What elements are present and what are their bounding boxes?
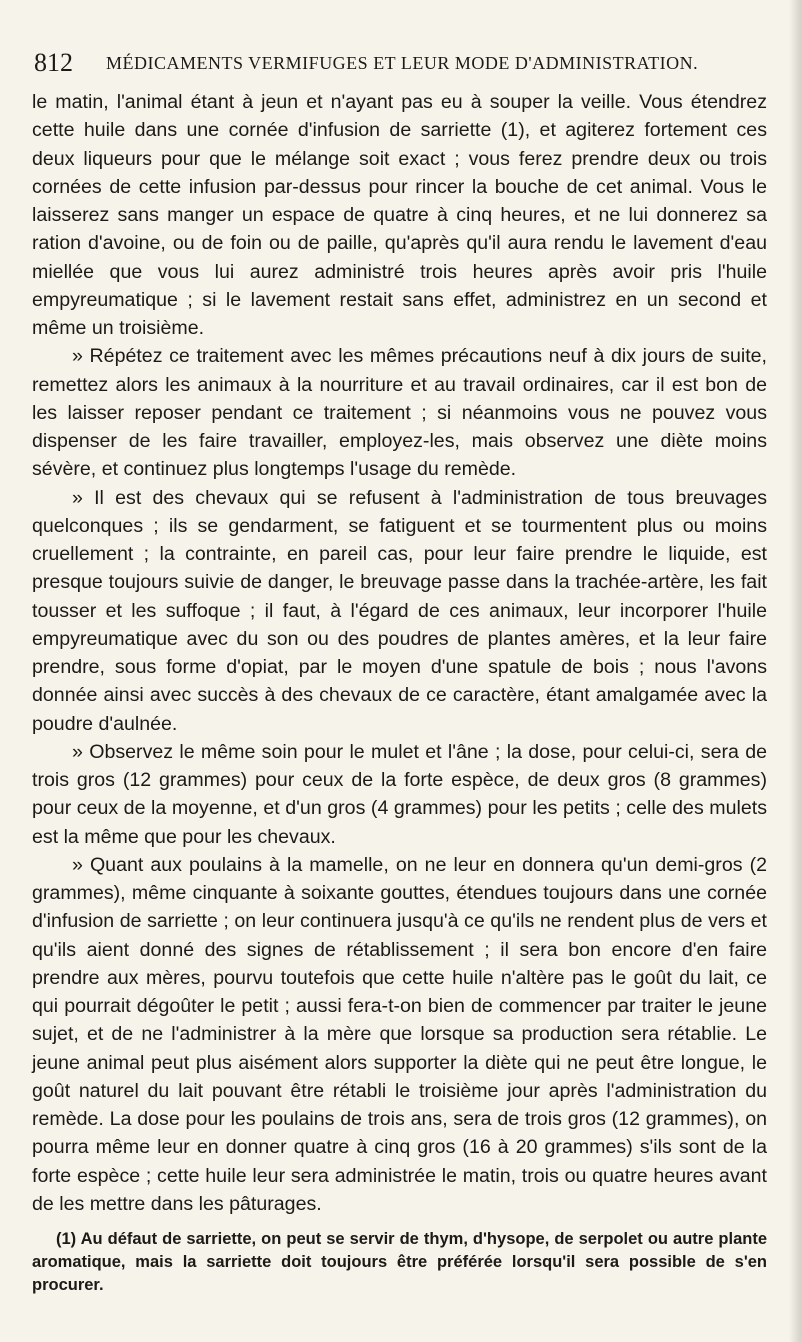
paragraph-mulet: » Observez le même soin pour le mulet et l'âne ; la dose, pour celui-ci, sera de trois gros (12 grammes) pour ceux de la forte espèce, de deux gros (8 grammes) pour ceux de la moyenne, et d'un gros (4 grammes) pour les petits ; celle des mulets est la même que pour les chevaux.: [32, 740, 767, 848]
page-edge-shadow: [789, 0, 801, 1342]
footnote: (1) Au défaut de sarriette, on peut se servir de thym, d'hysope, de serpolet ou autre plante aromatique, mais la sarriette doit toujours être préférée lorsqu'il sera possible de s'en procurer.: [32, 1230, 767, 1294]
body-text: [32, 88, 767, 1297]
paragraph-chevaux: » Il est des chevaux qui se refusent à l'administration de tous breuvages quelconques ; ils se gendarment, se fatiguent et se tourmentent plus ou moins cruellement ; la contrainte, en pareil cas, pour leur faire prendre le liquide, est presque toujours suivie de danger, le breuvage passe dans la trachée-artère, les fait tousser et les suffoque ; il faut, à l'égard de ces animaux, leur incorporer l'huile empyreumatique avec du son ou des poudres de plantes amères, et la leur faire prendre, sous forme d'opiat, par le moyen d'une spatule de bois ; nous l'avons donnée ainsi avec succès à des chevaux de ce caractère, étant amalgamée avec la poudre d'aulnée.: [32, 486, 767, 735]
paragraph-poulains: » Quant aux poulains à la mamelle, on ne leur en donnera qu'un demi-gros (2 grammes), même cinquante à soixante gouttes, étendues toujours dans une cornée d'infusion de sarriette ; on leur continuera jusqu'à ce qu'ils ne rendent plus de vers et qu'ils aient donné des signes de rétablissement ; il sera bon encore d'en faire prendre aux mères, pourvu toutefois que cette huile n'altère pas le goût du lait, ce qui pourrait dégoûter le petit ; aussi fera-t-on bien de commencer par traiter le jeune sujet, et de ne l'administrer à la mère que lorsque sa production sera rétablie. Le jeune animal peut plus aisément alors supporter la diète qui ne peut être longue, le goût naturel du lait pouvant être rétabli le troisième jour après l'administration du remède. La dose pour les poulains de trois ans, sera de trois gros (12 grammes), on pourra même leur en donner quatre à cinq gros (16 à 20 grammes) s'ils sont de la forte espèce ; cette huile leur sera administrée le matin, trois ou quatre heures avant de les mettre dans les pâturages.: [32, 853, 767, 1215]
paragraph-repetez: » Répétez ce traitement avec les mêmes précautions neuf à dix jours de suite, remettez alors les animaux à la nourriture et au travail ordinaires, car il est bon de les laisser reposer pendant ce traitement ; si néanmoins vous ne pouvez vous dispenser de les faire travailler, employez-les, mais observez une diète moins sévère, et continuez plus longtemps l'usage du remède.: [32, 345, 767, 481]
paragraph-continuation: le matin, l'animal étant à jeun et n'ayant pas eu à souper la veille. Vous étendrez cette huile dans une cornée d'infusion de sarriette (1), et agiterez fortement ces deux liqueurs pour que le mélange soit exact ; vous ferez prendre deux ou trois cornées de cette infusion par-dessus pour rincer la bouche de cet animal. Vous le laisserez sans manger un espace de quatre à cinq heures, et ne lui donnerez sa ration d'avoine, ou de foin ou de paille, qu'après qu'il aura rendu le lavement d'eau miellée que vous lui aurez administré trois heures après avoir pris l'huile empyreumatique ; si le lavement restait sans effet, administrez en un second et même un troisième.: [32, 91, 767, 339]
page-header: [34, 48, 774, 78]
running-title: MÉDICAMENTS VERMIFUGES ET LEUR MODE D'ADMINISTRATION.: [106, 53, 699, 73]
page-number: 812: [34, 48, 73, 77]
